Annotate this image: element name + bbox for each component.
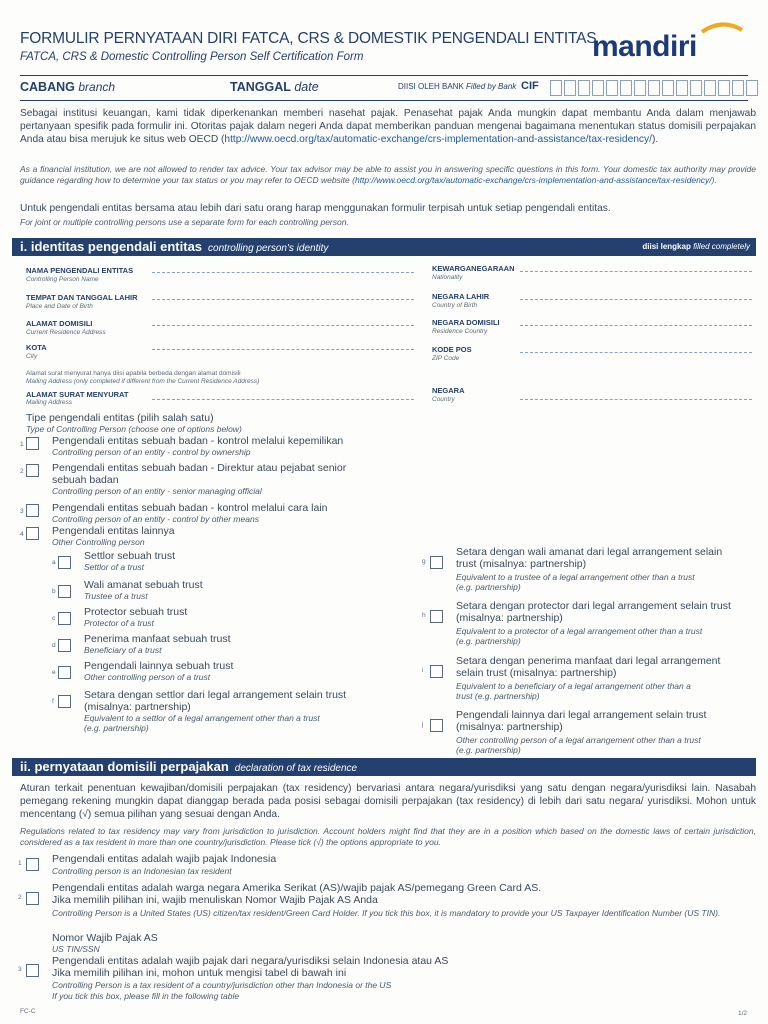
field-sub-right: Country of Birth bbox=[432, 302, 478, 309]
bank-fill-label: DIISI OLEH BANK Filled by Bank bbox=[398, 82, 517, 91]
type-option: Pengendali entitas sebuah badan - Direktur atau pejabat senior bbox=[52, 462, 347, 474]
branch-label: CABANG branch bbox=[20, 80, 116, 94]
sub-option: Pengendali lainnya dari legal arrangement selain trust bbox=[456, 709, 707, 721]
tax-option-1-checkbox[interactable] bbox=[26, 858, 39, 871]
field-sub-right: ZIP Code bbox=[432, 355, 460, 362]
field-sub-left: Current Residence Address bbox=[26, 329, 106, 336]
sub-option-en: Equivalent to a trustee of a legal arrangement other than a trust bbox=[456, 572, 695, 582]
sub-option-checkbox[interactable] bbox=[58, 556, 71, 569]
sub-option: Penerima manfaat sebuah trust bbox=[84, 633, 231, 645]
form-title: FORMULIR PERNYATAAN DIRI FATCA, CRS & DOMESTIK PENGENDALI ENTITAS bbox=[20, 30, 597, 47]
field-label-left: KOTA bbox=[26, 343, 47, 352]
sub-option-letter: a bbox=[52, 559, 56, 566]
us-tin-sub: US TIN/SSN bbox=[52, 944, 100, 954]
sub-option-en: Settlor of a trust bbox=[84, 562, 144, 572]
mailing-address-sub: Mailing Address bbox=[26, 399, 73, 406]
field-input-left[interactable] bbox=[152, 325, 414, 326]
sub-option: Setara dengan wali amanat dari legal arrangement selain bbox=[456, 546, 723, 558]
tax-option-1: Pengendali entitas adalah wajib pajak Indonesia bbox=[52, 853, 277, 865]
cif-digit-cell[interactable] bbox=[592, 80, 604, 96]
type-option-en: Other Controlling person bbox=[52, 537, 145, 547]
header-divider bbox=[20, 75, 748, 76]
sub-option-en: Beneficiary of a trust bbox=[84, 645, 162, 655]
type-title: Tipe pengendali entitas (pilih salah satu) bbox=[26, 412, 214, 424]
sub-option: Settlor sebuah trust bbox=[84, 550, 176, 562]
oecd-link[interactable]: http://www.oecd.org/tax/automatic-exchange/crs-implementation-and-assistance/tax-residency/ bbox=[224, 133, 652, 145]
date-label: TANGGAL date bbox=[230, 80, 319, 94]
tax-option-2-checkbox[interactable] bbox=[26, 892, 39, 905]
type-option-en: Controlling person of an entity - senior managing official bbox=[52, 486, 262, 496]
type-checkbox[interactable] bbox=[26, 464, 39, 477]
field-input-right[interactable] bbox=[520, 271, 752, 272]
mandiri-logo: mandiri bbox=[592, 30, 697, 63]
cif-box bbox=[394, 78, 768, 98]
sub-option-letter: d bbox=[52, 642, 56, 649]
mailing-note: Alamat surat menyurat hanya diisi apabila berbeda dengan alamat domisili bbox=[26, 370, 241, 377]
sub-option: Setara dengan protector dari legal arrangement selain trust bbox=[456, 600, 731, 612]
joint-note: Untuk pengendali entitas bersama atau lebih dari satu orang harap menggunakan formulir terpisah untuk setiap pengendali entitas. bbox=[20, 203, 611, 214]
cif-digit-cell[interactable] bbox=[732, 80, 744, 96]
sub-option-letter: i bbox=[422, 667, 424, 674]
sub-option: Setara dengan penerima manfaat dari legal arrangement bbox=[456, 655, 721, 667]
cif-digit-cell[interactable] bbox=[704, 80, 716, 96]
field-input-left[interactable] bbox=[152, 299, 414, 300]
section-1-header: i. identitas pengendali entitas controlling person's identity diisi lengkap filled completely bbox=[12, 238, 756, 256]
type-option-en: Controlling person of an entity - control by ownership bbox=[52, 447, 251, 457]
type-option-line2: sebuah badan bbox=[52, 474, 119, 486]
sub-option-line2: trust (misalnya: partnership) bbox=[456, 558, 587, 570]
type-title-en: Type of Controlling Person (choose one of options below) bbox=[26, 424, 242, 434]
field-input-left[interactable] bbox=[152, 272, 414, 273]
cif-digit-cell[interactable] bbox=[662, 80, 674, 96]
logo-wave-icon bbox=[700, 22, 744, 36]
sub-option-en: Trustee of a trust bbox=[84, 591, 148, 601]
field-sub-left: City bbox=[26, 353, 38, 360]
sub-option: Wali amanat sebuah trust bbox=[84, 579, 203, 591]
sub-option-en: Equivalent to a settlor of a legal arrangement other than a trust bbox=[84, 713, 320, 723]
type-number: 4 bbox=[20, 531, 24, 538]
tax-option-2-en: Controlling Person is a United States (US) citizen/tax resident/Green Card Holder. If you tick this box, it is mandatory to provide your US Taxpayer Identification Number (US TIN). bbox=[52, 908, 721, 918]
sub-option-checkbox[interactable] bbox=[58, 585, 71, 598]
field-sub-left: Place and Date of Birth bbox=[26, 303, 93, 310]
sub-option-en2: (e.g. partnership) bbox=[456, 582, 521, 592]
mailing-note-en: Mailing Address (only completed if different from the Current Residence Address) bbox=[26, 378, 260, 385]
field-sub-right: Residence Country bbox=[432, 328, 488, 335]
sub-option-line2: (misalnya: partnership) bbox=[456, 721, 563, 733]
sub-option-en: Equivalent to a beneficiary of a legal arrangement other than a bbox=[456, 681, 691, 691]
intro-paragraph: Sebagai institusi keuangan, kami tidak diperkenankan memberi nasehat pajak. Penasehat pajak Anda mungkin dapat membantu Anda dalam menjawab pertanyaan spesifik pada formulir ini. Otoritas pajak dalam negeri Anda dapat memberikan panduan mengenai bagaimana menentukan status domisili perpajakan Anda atau bisa merujuk ke situs web OECD (http://www.oecd.org/tax/automatic-exchange/crs-implementation-and-assistance/tax-residency/). bbox=[20, 108, 756, 145]
cif-digit-cell[interactable] bbox=[676, 80, 688, 96]
type-option: Pengendali entitas sebuah badan - kontrol melalui cara lain bbox=[52, 502, 328, 514]
form-subtitle: FATCA, CRS & Domestic Controlling Person Self Certification Form bbox=[20, 51, 364, 63]
cif-digit-cell[interactable] bbox=[718, 80, 730, 96]
sub-option-checkbox[interactable] bbox=[58, 612, 71, 625]
field-input-right[interactable] bbox=[520, 325, 752, 326]
tax-residence-paragraph: Aturan terkait penentuan kewajiban/domisili perpajakan (tax residency) bervariasi antara negara/yurisdiksi yang satu dengan negara/yurisdiksi lain. Nasabah pemegang rekening mungkin dapat dianggap berada pada posisi sebagai domisili perpajakan (tax residency) di lebih dari satu negara/ yurisdiksi. Mohon untuk mencentang (√) semua pilihan yang sesuai dengan Anda. bbox=[20, 783, 756, 820]
country-sub: Country bbox=[432, 396, 455, 403]
type-number: 3 bbox=[20, 508, 24, 515]
section-2-header: ii. pernyataan domisili perpajakan declaration of tax residence bbox=[12, 758, 756, 776]
tax-option-3-en: Controlling Person is a tax resident of a country/jurisdiction other than Indonesia or the US bbox=[52, 980, 392, 990]
field-sub-left: Controlling Person Name bbox=[26, 276, 99, 283]
type-checkbox[interactable] bbox=[26, 437, 39, 450]
sub-option-checkbox[interactable] bbox=[430, 665, 443, 678]
cif-digit-cell[interactable] bbox=[564, 80, 576, 96]
sub-option-en: Equivalent to a protector of a legal arrangement other than a trust bbox=[456, 626, 703, 636]
field-label-right: KODE POS bbox=[432, 345, 472, 354]
type-number: 1 bbox=[20, 441, 24, 448]
sub-option-line2: selain trust (misalnya: partnership) bbox=[456, 667, 617, 679]
field-input-right[interactable] bbox=[520, 352, 752, 353]
sub-option-en: Other controlling person of a legal arrangement other than a trust bbox=[456, 735, 701, 745]
field-label-left: NAMA PENGENDALI ENTITAS bbox=[26, 266, 134, 275]
field-label-left: ALAMAT DOMISILI bbox=[26, 319, 93, 328]
sub-option-en: Protector of a trust bbox=[84, 618, 154, 628]
sub-option-checkbox[interactable] bbox=[58, 666, 71, 679]
sub-option-letter: e bbox=[52, 669, 56, 676]
sub-option-letter: j bbox=[422, 721, 424, 728]
cif-digit-cell[interactable] bbox=[620, 80, 632, 96]
sub-option-letter: c bbox=[52, 615, 56, 622]
field-label-right: NEGARA DOMISILI bbox=[432, 318, 500, 327]
sub-option-letter: f bbox=[52, 698, 54, 705]
sub-option-checkbox[interactable] bbox=[58, 639, 71, 652]
tax-option-1-en: Controlling person is an Indonesian tax resident bbox=[52, 866, 232, 876]
type-number: 2 bbox=[20, 468, 24, 475]
sub-option-letter: b bbox=[52, 588, 56, 595]
type-option-en: Controlling person of an entity - control by other means bbox=[52, 514, 259, 524]
sub-option-en: Other controlling person of a trust bbox=[84, 672, 211, 682]
sub-option-line2: (misalnya: partnership) bbox=[84, 701, 191, 713]
oecd-link-en[interactable]: http://www.oecd.org/tax/automatic-exchange/crs-implementation-and-assistance/tax-residency/ bbox=[354, 175, 712, 185]
sub-option-en2: (e.g. partnership) bbox=[84, 723, 149, 733]
sub-option-en2: trust (e.g. partnership) bbox=[456, 691, 540, 701]
cif-digit-cell[interactable] bbox=[606, 80, 618, 96]
sub-option: Pengendali lainnya sebuah trust bbox=[84, 660, 234, 672]
cif-digit-cell[interactable] bbox=[634, 80, 646, 96]
sub-option-line2: (misalnya: partnership) bbox=[456, 612, 563, 624]
tax-option-3: Pengendali entitas adalah wajib pajak dari negara/yurisdiksi selain Indonesia atau AS bbox=[52, 955, 449, 967]
tax-residence-paragraph-en: Regulations related to tax residency may vary from jurisdiction to jurisdiction. Account holders might find that they are in a position which based on the domestic laws of certain jurisdiction, considered as a tax resident in more than one country/jurisdiction. Please tick (√) the options appropriate to you. bbox=[20, 826, 756, 847]
field-sub-right: Nationality bbox=[432, 274, 463, 281]
sub-option: Setara dengan settlor dari legal arrangement selain trust bbox=[84, 689, 347, 701]
cif-label: CIF bbox=[521, 80, 539, 92]
field-label-left: TEMPAT DAN TANGGAL LAHIR bbox=[26, 293, 138, 302]
tax-option-3-checkbox[interactable] bbox=[26, 964, 39, 977]
sub-option-letter: h bbox=[422, 612, 426, 619]
cif-digit-cell[interactable] bbox=[746, 80, 758, 96]
mailing-address-label: ALAMAT SURAT MENYURAT bbox=[26, 390, 129, 399]
sub-option-letter: g bbox=[422, 558, 426, 565]
sub-option-checkbox[interactable] bbox=[430, 719, 443, 732]
cif-digit-cell[interactable] bbox=[690, 80, 702, 96]
mailing-address-input[interactable] bbox=[152, 399, 414, 400]
tax-option-2: Pengendali entitas adalah warga negara Amerika Serikat (AS)/wajib pajak AS/pemegang Green Card AS. bbox=[52, 882, 542, 894]
page-number: 1/2 bbox=[738, 1010, 748, 1017]
country-label: NEGARA bbox=[432, 386, 465, 395]
cif-digit-cell[interactable] bbox=[550, 80, 562, 96]
type-checkbox[interactable] bbox=[26, 527, 39, 540]
form-code: FC-C bbox=[20, 1008, 36, 1015]
joint-note-en: For joint or multiple controlling persons use a separate form for each controlling person. bbox=[20, 217, 349, 227]
field-label-right: KEWARGANEGARAAN bbox=[432, 264, 515, 273]
field-label-right: NEGARA LAHIR bbox=[432, 292, 490, 301]
sub-option-en2: (e.g. partnership) bbox=[456, 636, 521, 646]
cif-digit-cell[interactable] bbox=[648, 80, 660, 96]
sub-option-checkbox[interactable] bbox=[430, 610, 443, 623]
intro-paragraph-en: As a financial institution, we are not allowed to render tax advice. Your tax advisor may be able to assist you in answering specific questions in this form. Your domestic tax authority may provide guidance regarding how to determine your tax status or you may refer to OECD website (http://www.oecd.org/tax/automatic-exchange/crs-implementation-and-assistance/tax-residency/). bbox=[20, 164, 756, 185]
us-tin-label: Nomor Wajib Pajak AS bbox=[52, 932, 158, 944]
tax-option-2b: Jika memilih pilihan ini, wajib menuliskan Nomor Wajib Pajak AS Anda bbox=[52, 894, 378, 906]
sub-option-en2: (e.g. partnership) bbox=[456, 745, 521, 755]
header-divider-2 bbox=[20, 100, 748, 101]
sub-option-checkbox[interactable] bbox=[430, 556, 443, 569]
field-input-left[interactable] bbox=[152, 349, 414, 350]
sub-option: Protector sebuah trust bbox=[84, 606, 188, 618]
tax-option-3b: Jika memilih pilihan ini, mohon untuk mengisi tabel di bawah ini bbox=[52, 967, 347, 979]
type-checkbox[interactable] bbox=[26, 504, 39, 517]
type-option: Pengendali entitas sebuah badan - kontrol melalui kepemilikan bbox=[52, 435, 344, 447]
cif-digit-cell[interactable] bbox=[578, 80, 590, 96]
sub-option-checkbox[interactable] bbox=[58, 695, 71, 708]
field-input-right[interactable] bbox=[520, 299, 752, 300]
country-input[interactable] bbox=[520, 399, 752, 400]
type-option: Pengendali entitas lainnya bbox=[52, 525, 175, 537]
tax-option-3-en2: If you tick this box, please fill in the following table bbox=[52, 991, 240, 1001]
